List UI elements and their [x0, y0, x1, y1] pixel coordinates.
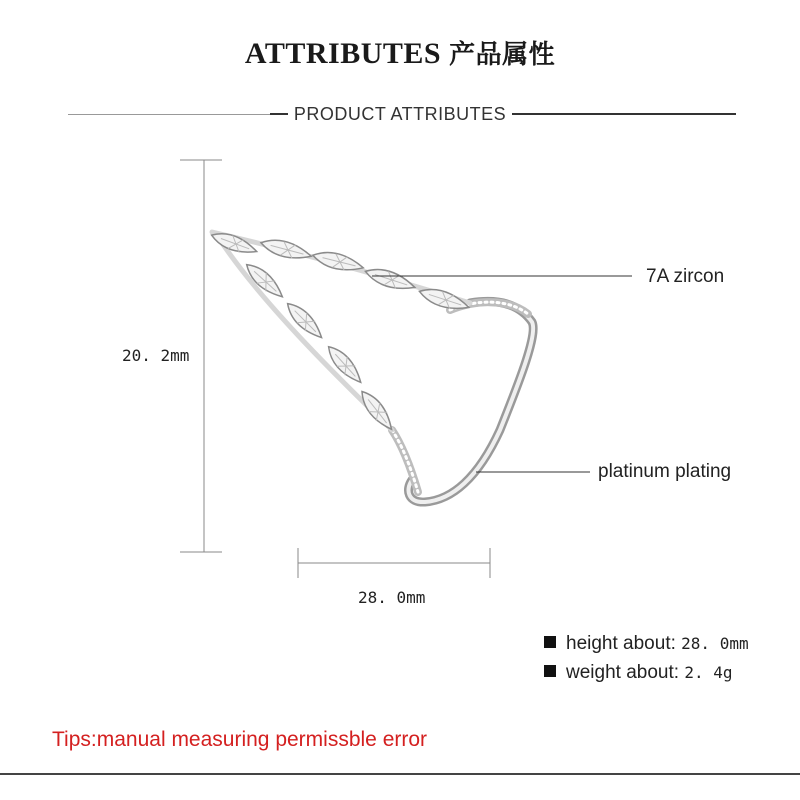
- section-subtitle-text: PRODUCT ATTRIBUTES: [288, 104, 512, 124]
- spec-weight: [544, 662, 732, 684]
- spec-weight-value: 2. 4g: [684, 663, 733, 682]
- zircon-stones-diagonal-row: [242, 259, 397, 433]
- spec-height: [544, 633, 749, 655]
- spec-height-value: 28. 0mm: [681, 634, 749, 653]
- bullet-square-icon: [544, 636, 556, 648]
- bottom-divider: [0, 773, 800, 775]
- stone-callout-label: 7A zircon: [646, 266, 725, 287]
- spec-height-label: height about:: [566, 633, 676, 654]
- bullet-square-icon: [544, 665, 556, 677]
- height-dimension-label: 20. 2mm: [122, 346, 190, 365]
- spec-weight-label: weight about:: [566, 662, 680, 683]
- plating-callout-label: platinum plating: [598, 461, 732, 482]
- width-dimension-label: 28. 0mm: [358, 588, 426, 607]
- title-chinese: 产品属性: [449, 40, 556, 70]
- title-english: ATTRIBUTES: [244, 37, 442, 70]
- width-dimension-line: [298, 548, 490, 578]
- measurement-tip: Tips:manual measuring permissble error: [52, 728, 428, 751]
